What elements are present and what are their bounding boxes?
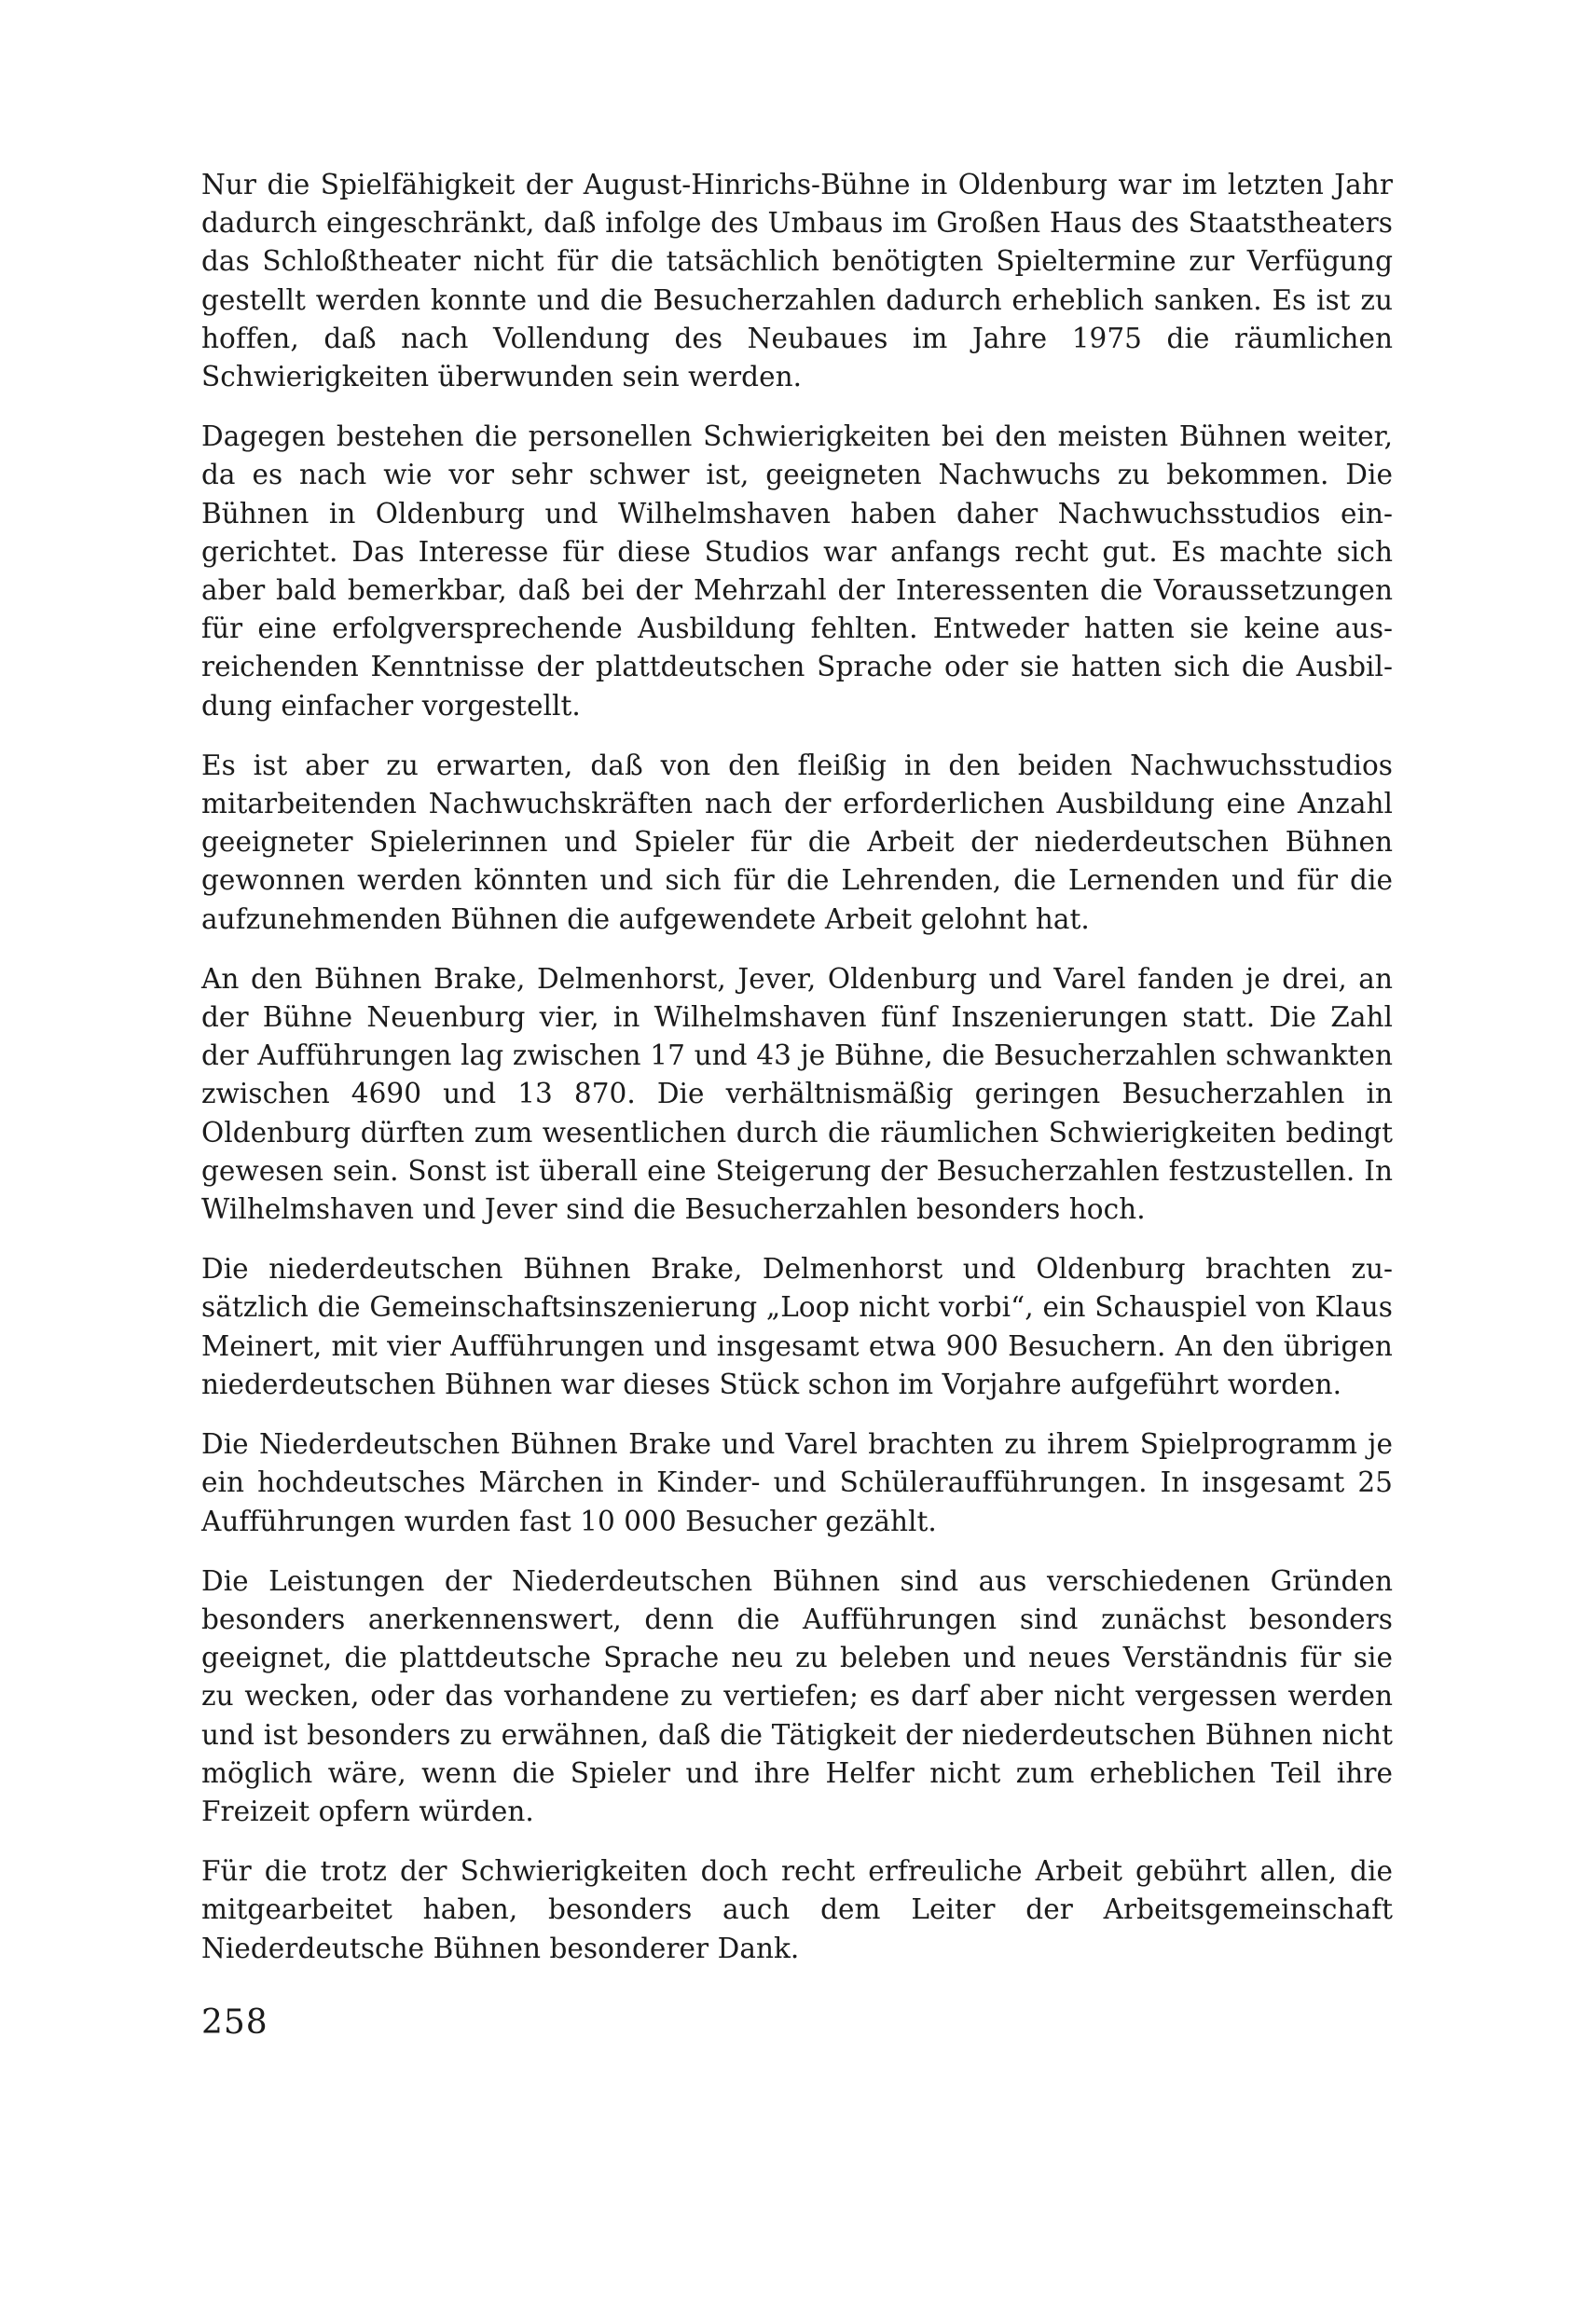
paragraph-8: Für die trotz der Schwierigkeiten doch recht erfreuliche Arbeit gebührt allen, die mitgearbeitet haben, besonders auch dem Leiter der Arbeitsgemeinschaft Niederdeutsche Bühnen besonderer Dank. xyxy=(201,1855,1393,1964)
body-text xyxy=(201,166,1393,1989)
paragraph-3: Es ist aber zu erwarten, daß von den fleißig in den beiden Nachwuchsstudios mitarbeitenden Nachwuchskräften nach der erforderlichen Ausbildung eine Anzahl geeigneter Spielerinnen und Spieler für die Arbeit der niederdeutschen Bühnen gewonnen werden könnten und sich für die Lehrenden, die Lernenden und für die aufzunehmenden Bühnen die aufgewendete Arbeit gelohnt hat. xyxy=(201,749,1393,935)
paragraph-4: An den Bühnen Brake, Delmenhorst, Jever, Oldenburg und Varel fanden je drei, an der Bühne Neuenburg vier, in Wilhelmshaven fünf Inszenierungen statt. Die Zahl der Aufführungen lag zwischen 17 und 43 je Bühne, die Besucherzahlen schwankten zwischen 4690 und 13 870. Die verhältnismäßig geringen Besucherzahlen in Oldenburg dürften zum wesentlichen durch die räumlichen Schwierigkeiten bedingt gewesen sein. Sonst ist überall eine Steigerung der Besucherzahlen festzustellen. In Wilhelmshaven und Jever sind die Besucherzahlen besonders hoch. xyxy=(201,962,1393,1226)
paragraph-2: Dagegen bestehen die personellen Schwierigkeiten bei den meisten Bühnen weiter, da es nach wie vor sehr schwer ist, geeigneten Nachwuchs zu bekommen. Die Bühnen in Oldenburg und Wilhelmshaven haben daher Nachwuchsstudios eingerichtet. Das Interesse für diese Studios war anfangs recht gut. Es machte sich aber bald bemerkbar, daß bei der Mehrzahl der Interessenten die Voraussetzungen für eine erfolgversprechende Ausbildung fehlten. Entweder hatten sie keine ausreichenden Kenntnisse der plattdeutschen Sprache oder sie hatten sich die Ausbildung einfacher vorgestellt. xyxy=(201,420,1393,722)
paragraph-6: Die Niederdeutschen Bühnen Brake und Varel brachten zu ihrem Spielprogramm je ein hochdeutsches Märchen in Kinder- und Schüleraufführungen. In insgesamt 25 Aufführungen wurden fast 10 000 Besucher gezählt. xyxy=(201,1428,1393,1537)
paragraph-5: Die niederdeutschen Bühnen Brake, Delmenhorst und Oldenburg brachten zusätzlich die Gemeinschaftsinszenierung „Loop nicht vorbi“, ein Schauspiel von Klaus Meinert, mit vier Aufführungen und insgesamt etwa 900 Besuchern. An den übrigen niederdeutschen Bühnen war dieses Stück schon im Vorjahre aufgeführt worden. xyxy=(201,1253,1393,1400)
page-number: 258 xyxy=(201,2003,268,2042)
paragraph-7: Die Leistungen der Niederdeutschen Bühnen sind aus verschiedenen Gründen besonders anerkennenswert, denn die Aufführungen sind zunächst besonders geeignet, die plattdeutsche Sprache neu zu beleben und neues Verständnis für sie zu wecken, oder das vorhandene zu vertiefen; es darf aber nicht vergessen werden und ist besonders zu erwähnen, daß die Tätigkeit der niederdeutschen Bühnen nicht möglich wäre, wenn die Spieler und ihre Helfer nicht zum erheblichen Teil ihre Freizeit opfern würden. xyxy=(201,1564,1393,1827)
paragraph-1: Nur die Spielfähigkeit der August-Hinrichs-Bühne in Oldenburg war im letzten Jahr dadurch eingeschränkt, daß infolge des Umbaus im Großen Haus des Staatstheaters das Schloßtheater nicht für die tatsächlich benötigten Spieltermine zur Verfügung gestellt werden konnte und die Besucherzahlen dadurch erheblich sanken. Es ist zu hoffen, daß nach Vollendung des Neubaues im Jahre 1975 die räumlichen Schwierigkeiten überwunden sein werden. xyxy=(201,169,1393,393)
